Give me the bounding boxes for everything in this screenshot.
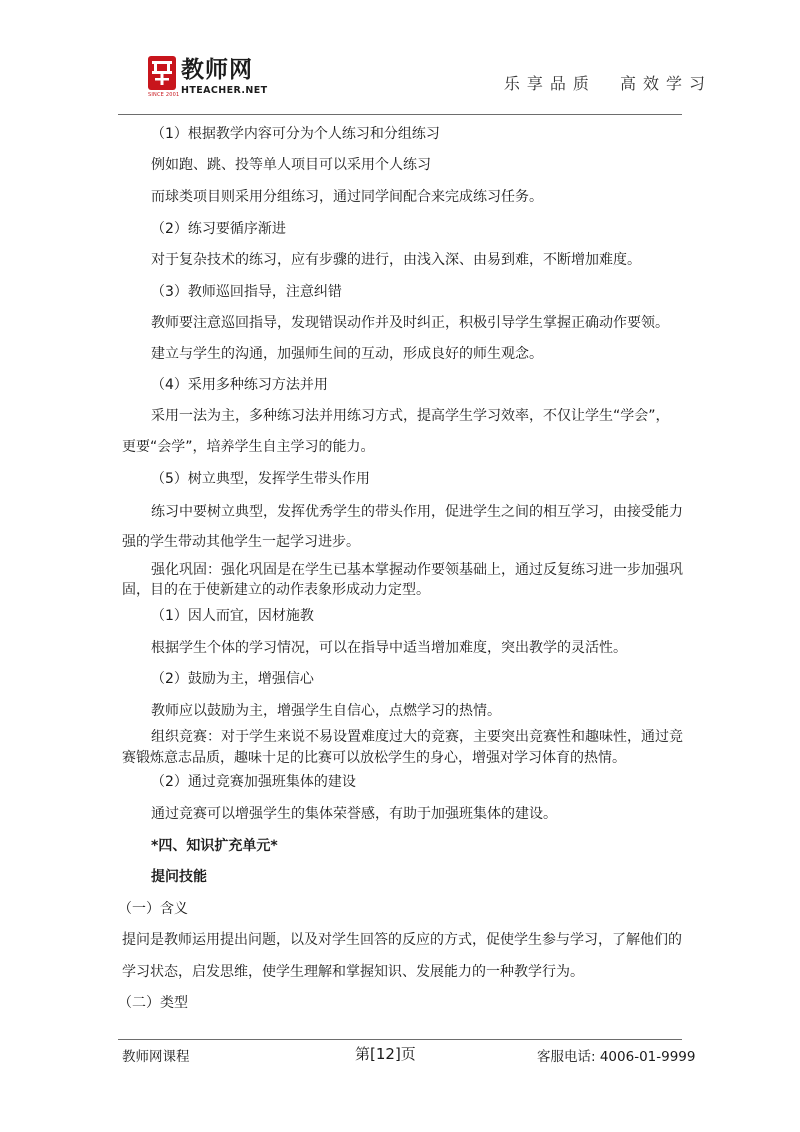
paragraph-line: 例如跑、跳、投等单人项目可以采用个人练习	[151, 157, 431, 173]
paragraph-line: 练习中要树立典型，发挥优秀学生的带头作用，促进学生之间的相互学习，由接受能力	[151, 504, 683, 520]
subheading: （2）练习要循序渐进	[151, 221, 286, 237]
page-header	[0, 0, 800, 120]
header-divider	[118, 114, 682, 115]
paragraph-line: 强的学生带动其他学生一起学习进步。	[122, 534, 360, 550]
paragraph-line: 固，目的在于使新建立的动作表象形成动力定型。	[122, 582, 430, 598]
footer-course-label: 教师网课程	[122, 1049, 190, 1065]
paragraph-line: 学习状态，启发思维，使学生理解和掌握知识、发展能力的一种教学行为。	[122, 964, 584, 980]
paragraph-line: 根据学生个体的学习情况，可以在指导中适当增加难度，突出教学的灵活性。	[151, 640, 627, 656]
logo-emblem-icon	[148, 56, 176, 90]
paragraph-line: 对于复杂技术的练习，应有步骤的进行，由浅入深、由易到难，不断增加难度。	[151, 252, 641, 268]
logo-text-en: HTEACHER.NET	[181, 85, 268, 96]
logo-since: SINCE 2001	[148, 92, 180, 98]
paragraph-line: 强化巩固：强化巩固是在学生已基本掌握动作要领基础上，通过反复练习进一步加强巩	[151, 562, 683, 578]
subheading: （5）树立典型，发挥学生带头作用	[151, 471, 370, 487]
paragraph-line: 教师要注意巡回指导，发现错误动作并及时纠正，积极引导学生掌握正确动作要领。	[151, 315, 669, 331]
logo-text-cn: 教师网	[181, 57, 253, 83]
header-slogan: 乐享品质 高效学习	[503, 74, 712, 93]
page-number: 第[12]页	[355, 1045, 416, 1063]
subheading: （1）因人而宜，因材施教	[151, 608, 314, 624]
section-title: 提问技能	[151, 869, 207, 885]
footer-hotline: 客服电话: 4006-01-9999	[537, 1049, 696, 1065]
subheading: （2）鼓励为主，增强信心	[151, 671, 314, 687]
subheading: （2）通过竞赛加强班集体的建设	[151, 774, 356, 790]
paragraph-line: 更要“会学”，培养学生自主学习的能力。	[122, 439, 375, 455]
paragraph-line: 教师应以鼓励为主，增强学生自信心，点燃学习的热情。	[151, 703, 501, 719]
subheading: （1）根据教学内容可分为个人练习和分组练习	[151, 126, 440, 142]
subheading: （4）采用多种练习方法并用	[151, 377, 328, 393]
site-logo[interactable]	[148, 56, 278, 102]
paragraph-line: 建立与学生的沟通，加强师生间的互动，形成良好的师生观念。	[151, 346, 543, 362]
paragraph-line: 赛锻炼意志品质，趣味十足的比赛可以放松学生的身心，增强对学习体育的热情。	[122, 750, 626, 766]
subheading: （3）教师巡回指导，注意纠错	[151, 284, 342, 300]
paragraph-line: 通过竞赛可以增强学生的集体荣誉感，有助于加强班集体的建设。	[151, 806, 557, 822]
section-heading: *四、知识扩充单元*	[151, 838, 278, 854]
subheading: （二）类型	[118, 995, 188, 1011]
subheading: （一）含义	[118, 901, 188, 917]
paragraph-line: 组织竞赛：对于学生来说不易设置难度过大的竞赛，主要突出竞赛性和趣味性，通过竞	[151, 729, 683, 745]
paragraph-line: 提问是教师运用提出问题，以及对学生回答的反应的方式，促使学生参与学习，了解他们的	[122, 932, 682, 948]
paragraph-line: 采用一法为主，多种练习法并用练习方式，提高学生学习效率，不仅让学生“学会”，	[151, 408, 670, 424]
footer-divider	[118, 1039, 682, 1040]
paragraph-line: 而球类项目则采用分组练习，通过同学间配合来完成练习任务。	[151, 189, 543, 205]
